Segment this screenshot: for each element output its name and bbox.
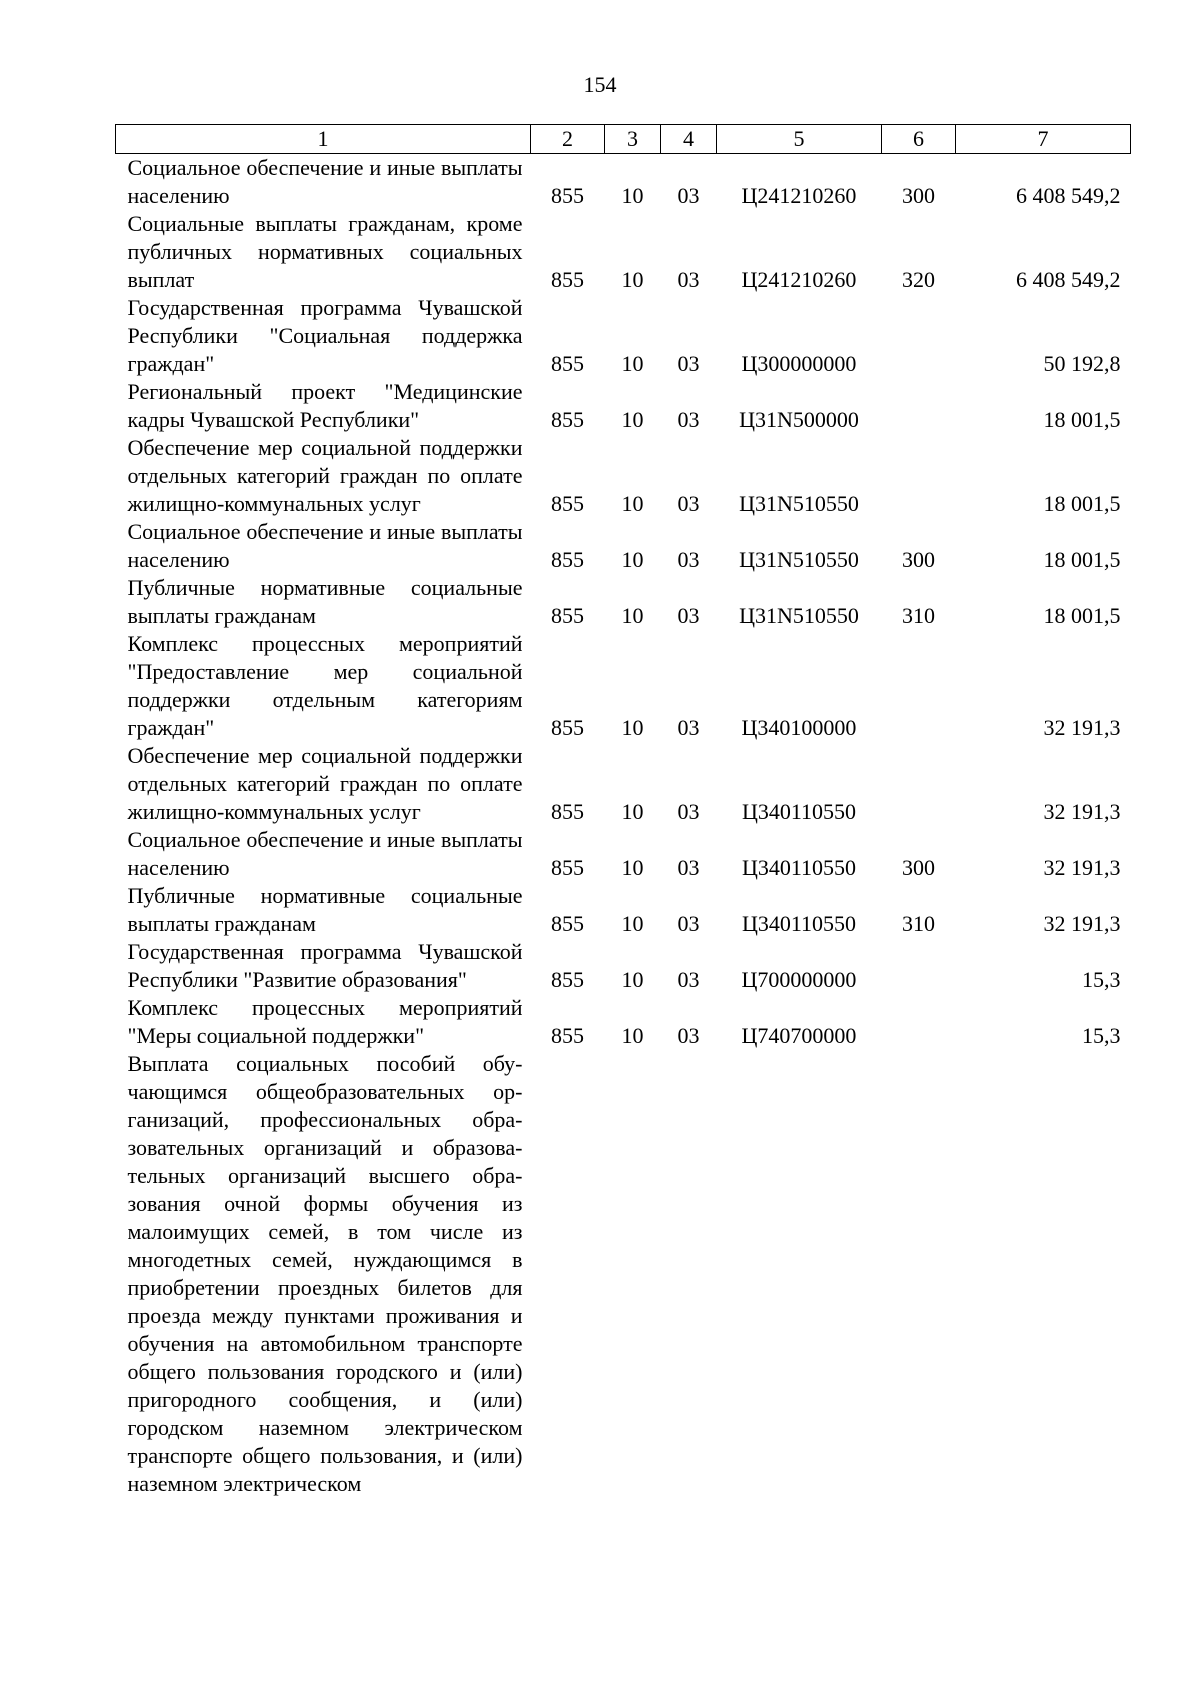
section-cell: 10	[621, 351, 644, 376]
target-article-cell: Ц241210260	[741, 183, 857, 208]
row-name-cell: Социальное обеспечение и иные выплаты населению	[127, 519, 523, 572]
amount-cell: 15,3	[1082, 1023, 1121, 1048]
section-cell: 10	[621, 603, 644, 628]
ministry-code-cell: 855	[551, 491, 584, 516]
ministry-code-cell: 855	[551, 799, 584, 824]
ministry-code-cell	[531, 1050, 605, 1498]
section-cell: 10	[621, 855, 644, 880]
column-header-3: 3	[605, 125, 661, 154]
target-article-cell: Ц31N500000	[739, 407, 859, 432]
target-article-cell: Ц340110550	[741, 911, 857, 936]
column-header-4: 4	[661, 125, 717, 154]
subsection-cell: 03	[677, 715, 700, 740]
row-name-cell: Публичные нормативные социальные выплаты гражданам	[127, 575, 523, 628]
column-header-5: 5	[717, 125, 882, 154]
expense-type-cell	[882, 434, 956, 518]
ministry-code-cell: 855	[551, 855, 584, 880]
amount-cell: 6 408 549,2	[1016, 267, 1121, 292]
amount-cell: 32 191,3	[1043, 911, 1121, 936]
expense-type-cell	[882, 630, 956, 742]
target-article-cell: Ц340110550	[741, 799, 857, 824]
section-cell: 10	[621, 267, 644, 292]
section-cell: 10	[621, 967, 644, 992]
target-article-cell: Ц241210260	[741, 267, 857, 292]
expense-type-cell: 310	[902, 911, 935, 936]
amount-cell: 32 191,3	[1043, 715, 1121, 740]
row-name-cell: Государственная программа Чувашской Республики "Развитие образования"	[127, 939, 523, 992]
table-header	[116, 125, 1131, 154]
row-name-cell: Комплекс процессных мероприятий "Предоставление мер социальной поддержки отдельным категориям граждан"	[127, 631, 523, 740]
row-name-cell: Социальное обеспечение и иные выплаты населению	[127, 155, 523, 208]
target-article-cell: Ц31N510550	[739, 547, 859, 572]
table-row	[116, 938, 1131, 994]
amount-cell: 18 001,5	[1043, 547, 1121, 572]
expense-type-cell	[882, 1050, 956, 1498]
subsection-cell: 03	[677, 351, 700, 376]
section-cell: 10	[621, 1023, 644, 1048]
amount-cell: 15,3	[1082, 967, 1121, 992]
section-cell: 10	[621, 183, 644, 208]
expense-type-cell	[882, 294, 956, 378]
table-row	[116, 210, 1131, 294]
row-name-cell: Социальное обеспечение и иные выплаты населению	[127, 827, 523, 880]
row-name-cell: Обеспечение мер социальной поддержки отдельных категорий граждан по оплате жилищно-коммунальных услуг	[127, 743, 523, 824]
column-header-2: 2	[531, 125, 605, 154]
target-article-cell: Ц31N510550	[739, 603, 859, 628]
amount-cell: 32 191,3	[1043, 855, 1121, 880]
subsection-cell: 03	[677, 967, 700, 992]
amount-cell: 32 191,3	[1043, 799, 1121, 824]
expense-type-cell: 320	[902, 267, 935, 292]
target-article-cell: Ц340100000	[741, 715, 857, 740]
ministry-code-cell: 855	[551, 967, 584, 992]
section-cell: 10	[621, 715, 644, 740]
row-name-cell: Региональный проект "Медицинские кадры Чувашской Республики"	[127, 379, 523, 432]
subsection-cell: 03	[677, 799, 700, 824]
subsection-cell	[661, 1050, 717, 1498]
target-article-cell: Ц340110550	[741, 855, 857, 880]
table-row	[116, 294, 1131, 378]
section-cell: 10	[621, 547, 644, 572]
amount-cell: 18 001,5	[1043, 491, 1121, 516]
subsection-cell: 03	[677, 855, 700, 880]
section-cell: 10	[621, 799, 644, 824]
expense-type-cell	[882, 742, 956, 826]
row-name-cell: Комплекс процессных мероприятий "Меры социальной поддержки"	[127, 995, 523, 1048]
amount-cell: 18 001,5	[1043, 407, 1121, 432]
ministry-code-cell: 855	[551, 267, 584, 292]
row-name-cell: Социальные выплаты гражданам, кроме публичных нормативных социальных выплат	[127, 211, 523, 292]
ministry-code-cell: 855	[551, 407, 584, 432]
expense-type-cell	[882, 994, 956, 1050]
section-cell: 10	[621, 491, 644, 516]
ministry-code-cell: 855	[551, 351, 584, 376]
section-cell	[605, 1050, 661, 1498]
target-article-cell: Ц300000000	[741, 351, 857, 376]
target-article-cell: Ц700000000	[741, 967, 857, 992]
subsection-cell: 03	[677, 267, 700, 292]
amount-cell: 6 408 549,2	[1016, 183, 1121, 208]
expense-type-cell	[882, 938, 956, 994]
subsection-cell: 03	[677, 911, 700, 936]
expense-type-cell	[882, 378, 956, 434]
ministry-code-cell: 855	[551, 1023, 584, 1048]
budget-table	[115, 124, 1131, 1498]
target-article-cell: Ц31N510550	[739, 491, 859, 516]
row-name-cell: Обеспечение мер социальной поддержки отдельных категорий граждан по оплате жилищно-коммунальных услуг	[127, 435, 523, 516]
column-header-6: 6	[882, 125, 956, 154]
table-row	[116, 434, 1131, 518]
ministry-code-cell: 855	[551, 911, 584, 936]
table-row	[116, 154, 1131, 211]
table-row	[116, 378, 1131, 434]
table-row	[116, 826, 1131, 882]
ministry-code-cell: 855	[551, 547, 584, 572]
target-article-cell: Ц740700000	[741, 1023, 857, 1048]
subsection-cell: 03	[677, 603, 700, 628]
section-cell: 10	[621, 407, 644, 432]
amount-cell: 50 192,8	[1043, 351, 1121, 376]
row-name-cell: Выплата социальных пособий обучающимся общеобразовательных организаций, профессиональных образовательных организаций и образовательных организаций высшего образования очной формы обучения из малоимущих семей, в том числе из многодетных семей, нуждающимся в приобретении проездных билетов для проезда между пунктами проживания и обучения на автомобильном транспорте общего пользования городского и (или) пригородного сообщения, и (или) городском наземном электрическом транспорте общего пользования, и (или) наземном электрическом	[127, 1051, 523, 1496]
row-name-cell: Государственная программа Чувашской Республики "Социальная поддержка граждан"	[127, 295, 523, 376]
ministry-code-cell: 855	[551, 603, 584, 628]
subsection-cell: 03	[677, 491, 700, 516]
subsection-cell: 03	[677, 547, 700, 572]
table-row	[116, 882, 1131, 938]
table-body	[116, 154, 1131, 1499]
amount-cell: 18 001,5	[1043, 603, 1121, 628]
header-row	[116, 125, 1131, 154]
table-row	[116, 742, 1131, 826]
subsection-cell: 03	[677, 1023, 700, 1048]
table-row	[116, 630, 1131, 742]
table-row	[116, 1050, 1131, 1498]
column-header-1: 1	[116, 125, 531, 154]
expense-type-cell: 310	[902, 603, 935, 628]
row-name-cell: Публичные нормативные социальные выплаты гражданам	[127, 883, 523, 936]
table-row	[116, 518, 1131, 574]
subsection-cell: 03	[677, 407, 700, 432]
page-number: 154	[583, 72, 617, 97]
expense-type-cell: 300	[902, 855, 935, 880]
target-article-cell	[717, 1050, 882, 1498]
subsection-cell: 03	[677, 183, 700, 208]
ministry-code-cell: 855	[551, 183, 584, 208]
expense-type-cell: 300	[902, 547, 935, 572]
section-cell: 10	[621, 911, 644, 936]
amount-cell	[956, 1050, 1131, 1498]
table-row	[116, 574, 1131, 630]
expense-type-cell: 300	[902, 183, 935, 208]
ministry-code-cell: 855	[551, 715, 584, 740]
table-row	[116, 994, 1131, 1050]
column-header-7: 7	[956, 125, 1131, 154]
